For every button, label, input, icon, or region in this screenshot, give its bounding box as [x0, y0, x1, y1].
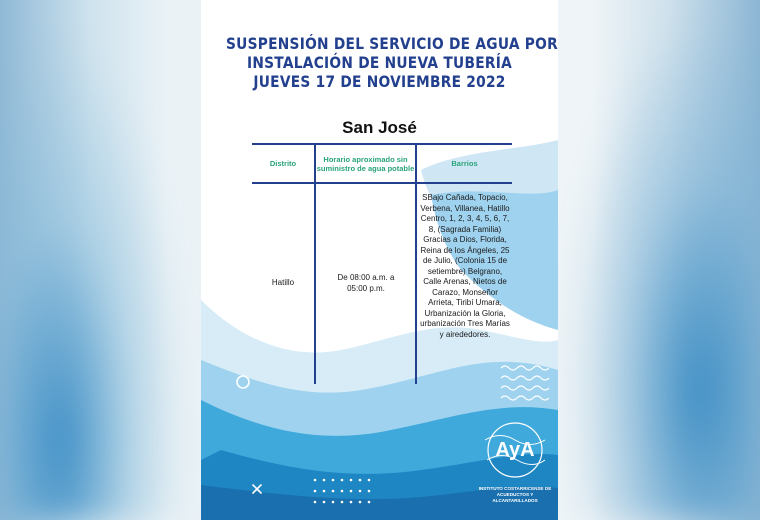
province-title: San José [342, 118, 417, 137]
cell-barrios: SBajo Cañada, Topacio, Verbena, Villanea, Hatillo Centro, 1, 2, 3, 4, 5, 6, 7, 8, (Sagrada Familia) Gracias a Dios, Florida, Reina de los Ángeles, 25 de Julio, (Colonia 15 de setiembre) Belgrano, Calle Arenas, Nietos de Carazo, Monseñor Arrieta, Tiribí Umara, Urbanización la Gloria, urbanización Tres Marías y airededores. [420, 193, 510, 339]
logo-mark-text: AyA [495, 439, 535, 461]
logo-caption [475, 486, 555, 504]
outage-table [252, 143, 512, 383]
header-barrios: Barrios [451, 159, 478, 169]
aya-logo-mark [475, 410, 555, 486]
blurred-background-left [0, 0, 200, 520]
aya-logo [475, 410, 555, 510]
blurred-background-right [560, 0, 760, 520]
water-outage-poster [201, 0, 558, 520]
header-distrito: Distrito [269, 159, 297, 169]
logo-caption-line-2: ACUEDUCTOS Y ALCANTARILLADOS [492, 492, 538, 503]
logo-caption-line-1: INSTITUTO COSTARRICENSE DE [478, 486, 552, 491]
cell-horario: De 08:00 a.m. a 05:00 p.m. [337, 273, 395, 293]
headline-line-1: SUSPENSIÓN DEL SERVICIO DE AGUA POR [225, 34, 558, 53]
poster-headline [225, 34, 558, 91]
headline-line-3: JUEVES 17 DE NOVIEMBRE 2022 [253, 72, 506, 91]
header-horario: Horario aproximado sin suministro de agua potable [316, 154, 415, 173]
table-top-rule [252, 143, 512, 145]
headline-line-2: INSTALACIÓN DE NUEVA TUBERÍA [246, 53, 513, 72]
cell-distrito: Hatillo [271, 278, 295, 288]
